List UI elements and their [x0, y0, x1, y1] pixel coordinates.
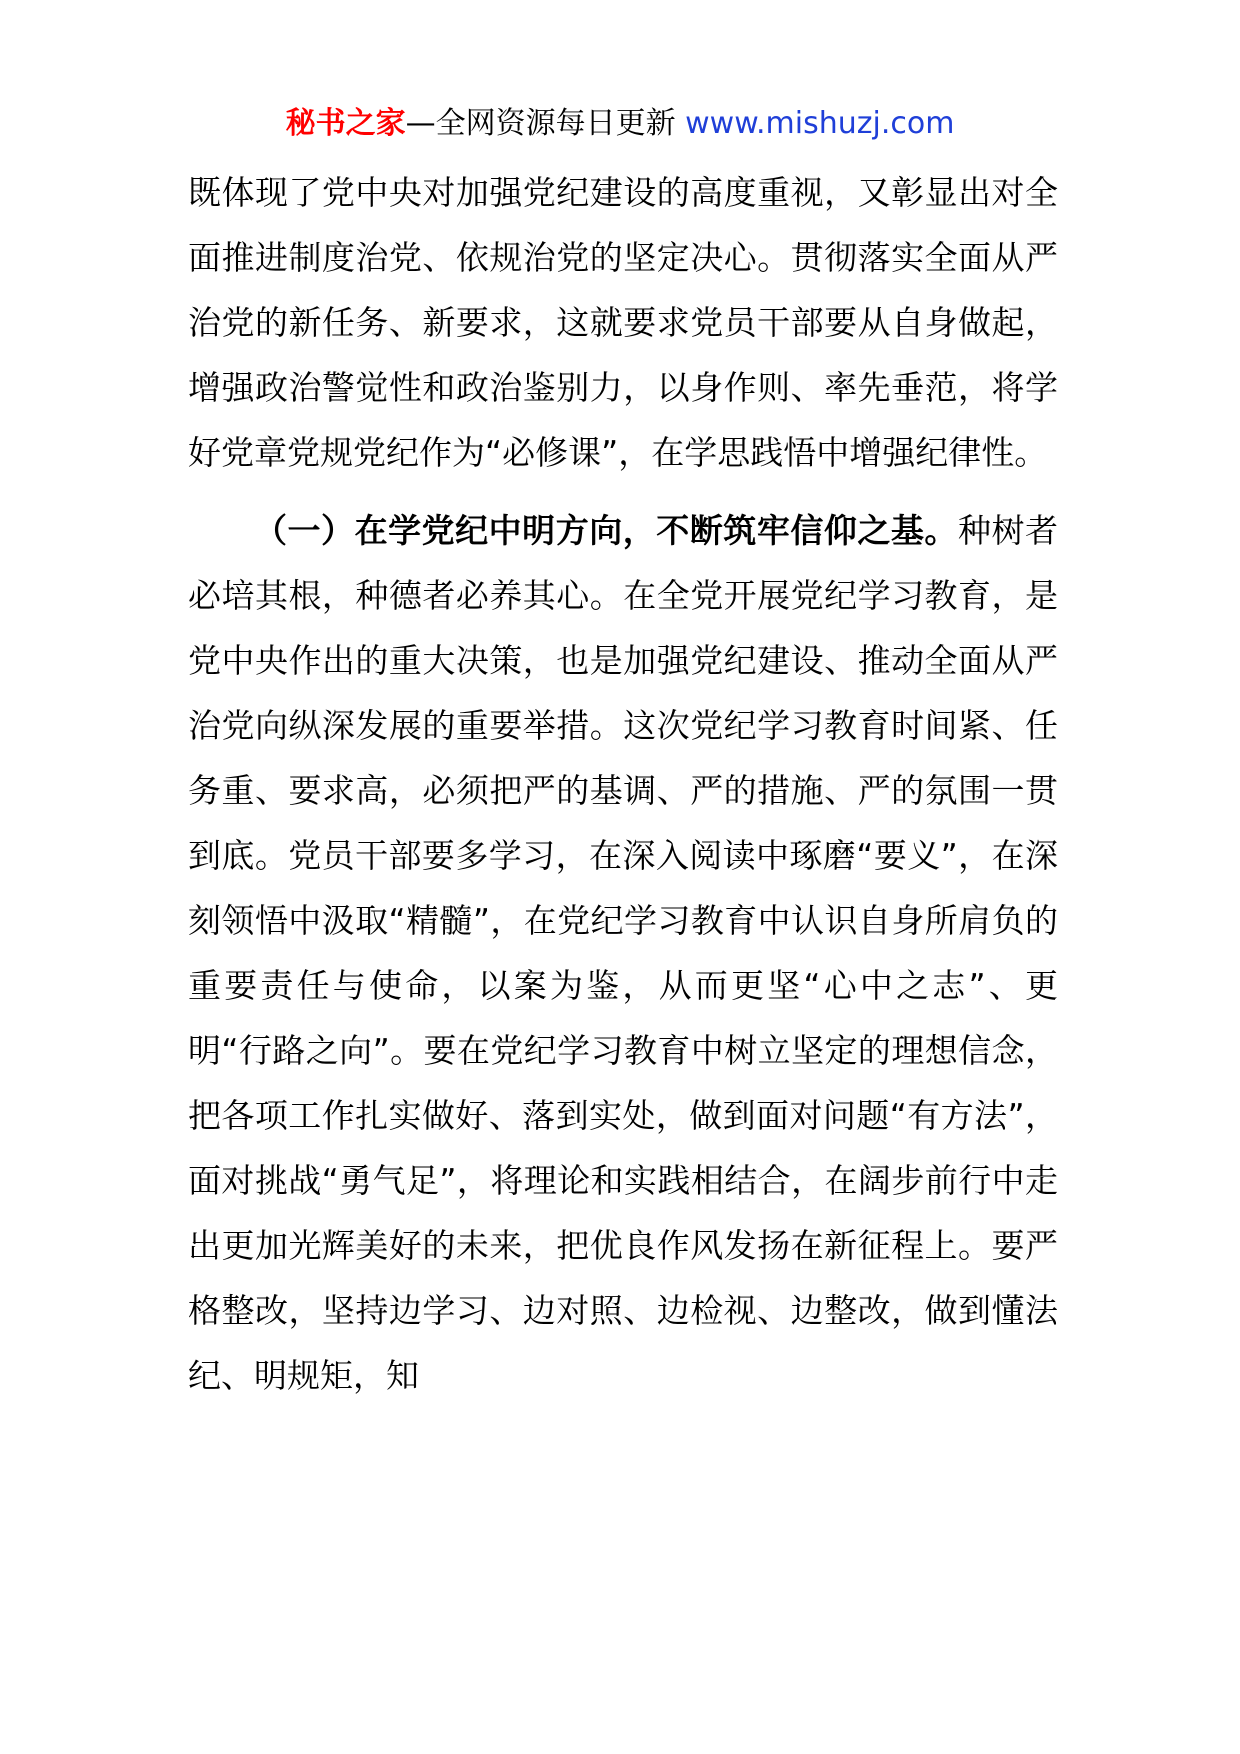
- site-header: [0, 102, 1240, 146]
- site-tagline: —全网资源每日更新: [405, 106, 686, 141]
- site-brand: 秘书之家: [285, 106, 406, 141]
- paragraph-section-1: [188, 498, 1058, 1408]
- section-heading: （一）在学党纪中明方向，不断筑牢信仰之基。: [254, 511, 958, 550]
- document-body: [188, 160, 1058, 1408]
- paragraph-intro: 既体现了党中央对加强党纪建设的高度重视，又彰显出对全面推进制度治党、依规治党的坚定决心。贯彻落实全面从严治党的新任务、新要求，这就要求党员干部要从自身做起，增强政治警觉性和政治鉴别力，以身作则、率先垂范，将学好党章党规党纪作为“必修课”，在学思践悟中增强纪律性。: [188, 173, 1058, 472]
- site-url: www.mishuzj.com: [685, 106, 955, 141]
- section-body: 种树者必培其根，种德者必养其心。在全党开展党纪学习教育，是党中央作出的重大决策，也是加强党纪建设、推动全面从严治党向纵深发展的重要举措。这次党纪学习教育时间紧、任务重、要求高，必须把严的基调、严的措施、严的氛围一贯到底。党员干部要多学习，在深入阅读中琢磨“要义”，在深刻领悟中汲取“精髓”，在党纪学习教育中认识自身所肩负的重要责任与使命，以案为鉴，从而更坚“心中之志”、更明“行路之向”。要在党纪学习教育中树立坚定的理想信念，把各项工作扎实做好、落到实处，做到面对问题“有方法”，面对挑战“勇气足”，将理论和实践相结合，在阔步前行中走出更加光辉美好的未来，把优良作风发扬在新征程上。要严格整改，坚持边学习、边对照、边检视、边整改，做到懂法纪、明规矩，知: [188, 511, 1059, 1395]
